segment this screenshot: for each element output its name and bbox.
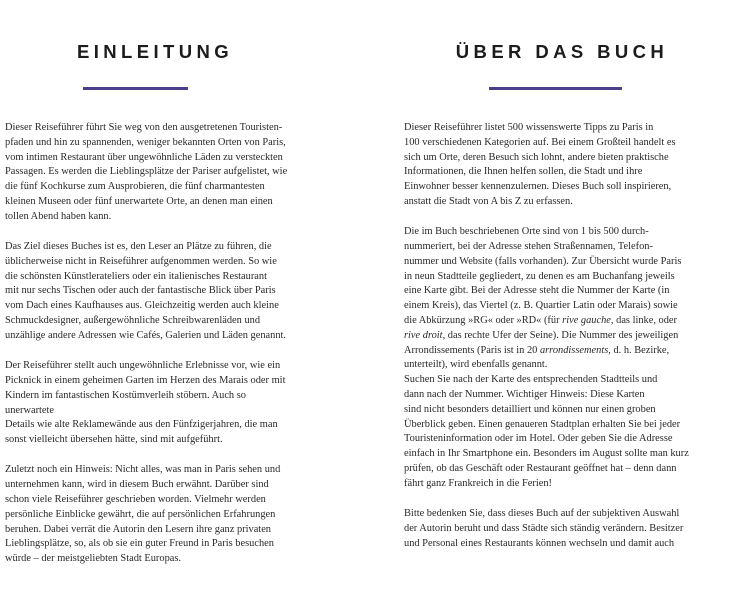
paragraph-numbering xyxy=(404,225,699,373)
paragraph: Dieser Reiseführer listet 500 wissenswerte Tipps zu Paris in 100 verschiedenen Kategorien auf. Bei einem Großteil handelt es sich um Orte, deren Besuch sich lohnt, andere bieten praktische Informationen, die Ihnen helfen sollen, die Stadt und ihre Einwohner besser kennenzulernen. Dieses Buch soll inspirieren, anstatt die Stadt von A bis Z zu erfassen. xyxy=(404,122,676,207)
italic-term: rive gauche xyxy=(562,315,611,327)
text-run: , das linke, oder xyxy=(610,315,677,327)
left-body xyxy=(5,121,297,583)
right-body xyxy=(404,121,699,567)
heading-underline xyxy=(83,87,188,90)
paragraph: Suchen Sie nach der Karte des entsprechenden Stadtteils und dann nach der Nummer. Wichtiger Hinweis: Diese Karten sind nicht besonders detailliert und können nur einen groben Überblick geben. Einen genaueren Stadtplan erhalten Sie bei jeder Touristeninformation oder im Hotel. Oder geben Sie die Adresse einfach in Ihr Smartphone ein. Besonders im August sollte man kurz prüfen, ob das Geschäft oder Restaurant geöffnet hat – denn dann fährt ganz Frankreich in die Ferien! xyxy=(404,374,689,489)
paragraph: Bitte bedenken Sie, dass dieses Buch auf der subjektiven Auswahl der Autorin beruht und dass Städte sich ständig verändern. Besitzer und Personal eines Restaurants können wechseln und damit auch xyxy=(404,508,684,549)
section-heading-einleitung: EINLEITUNG xyxy=(76,41,234,62)
italic-term: arrondissements xyxy=(539,344,609,356)
italic-term: rive droit xyxy=(404,329,443,341)
heading-underline xyxy=(489,87,622,90)
paragraph: Dieser Reiseführer führt Sie weg von den ausgetretenen Touristen- pfaden und hin zu spannenden, weniger bekannten Orten von Paris, vom intimen Restaurant über ungewöhnliche Läden zu versteckten Passagen. Es werden die Lieblingsplätze der Pariser aufgelistet, wie die fünf Kochkurse zum Ausprobieren, die fünf charmantesten kleinen Museen oder fünf unerwartete Orte, an denen man einen tollen Abend haben kann. xyxy=(5,122,288,222)
paragraph: Das Ziel dieses Buches ist es, den Leser an Plätze zu führen, die üblicherweise nicht in Reiseführer aufgenommen werden. So wie die schönsten Künstlerateliers oder ein italienisches Restaurant mit nur sechs Tischen oder auch der fantastische Blick über Paris vom Dach eines Kaufhauses aus. Gleichzeitig werden auch kleine Schmuckdesigner, außergewöhnliche Schreibwarenläden und unzählige andere Adressen wie Cafés, Galerien und Läden genannt. xyxy=(5,241,287,341)
text-run: , d. h. Bezirke, unterteilt), wird ebenfalls genannt. xyxy=(404,344,670,371)
paragraph: Zuletzt noch ein Hinweis: Nicht alles, was man in Paris sehen und unternehmen kann, wird in diesem Buch erwähnt. Darüber sind schon viele Reiseführer geschrieben worden. Vielmehr werden persönliche Einblicke gewährt, die auf persönlichen Erfahrungen beruhen. Dabei verrät die Autorin den Lesern ihre ganz privaten Lieblingsplätze, so, als ob sie ein guter Freund in Paris besuchen würde – der meistgeliebten Stadt Europas. xyxy=(5,464,281,565)
text-run: , das rechte Ufer der Seine). Die Nummer des jeweiligen Arrondissements (Paris ist in 20 xyxy=(404,329,679,356)
text-run: Die im Buch beschriebenen Orte sind von 1 bis 500 durch- nummeriert, bei der Adresse stehen Straßennamen, Telefon- nummer und Website (falls vorhanden). Zur Übersicht wurde Paris in neun Stadtteile gegliedert, zu denen es am Buchanfang jeweils eine Karte gibt. Bei der Adresse steht die Nummer der Karte (in einem Kreis), das Viertel (z. B. Quartier Latin oder Marais) sowie die Abkürzung »RG« oder »RD« (für xyxy=(404,226,682,327)
paragraph: Der Reiseführer stellt auch ungewöhnliche Erlebnisse vor, wie ein Picknick in einem geheimen Garten im Herzen des Marais oder mit Kindern im fantastischen Kostümverleih stöbern. Auch so unerwartete Details wie alte Reklamewände aus den Fünfzigerjahren, die man sonst vielleicht übersehen hätte, sind mit aufgeführt. xyxy=(5,360,286,446)
section-heading-ueber-das-buch: ÜBER DAS BUCH xyxy=(455,41,669,62)
